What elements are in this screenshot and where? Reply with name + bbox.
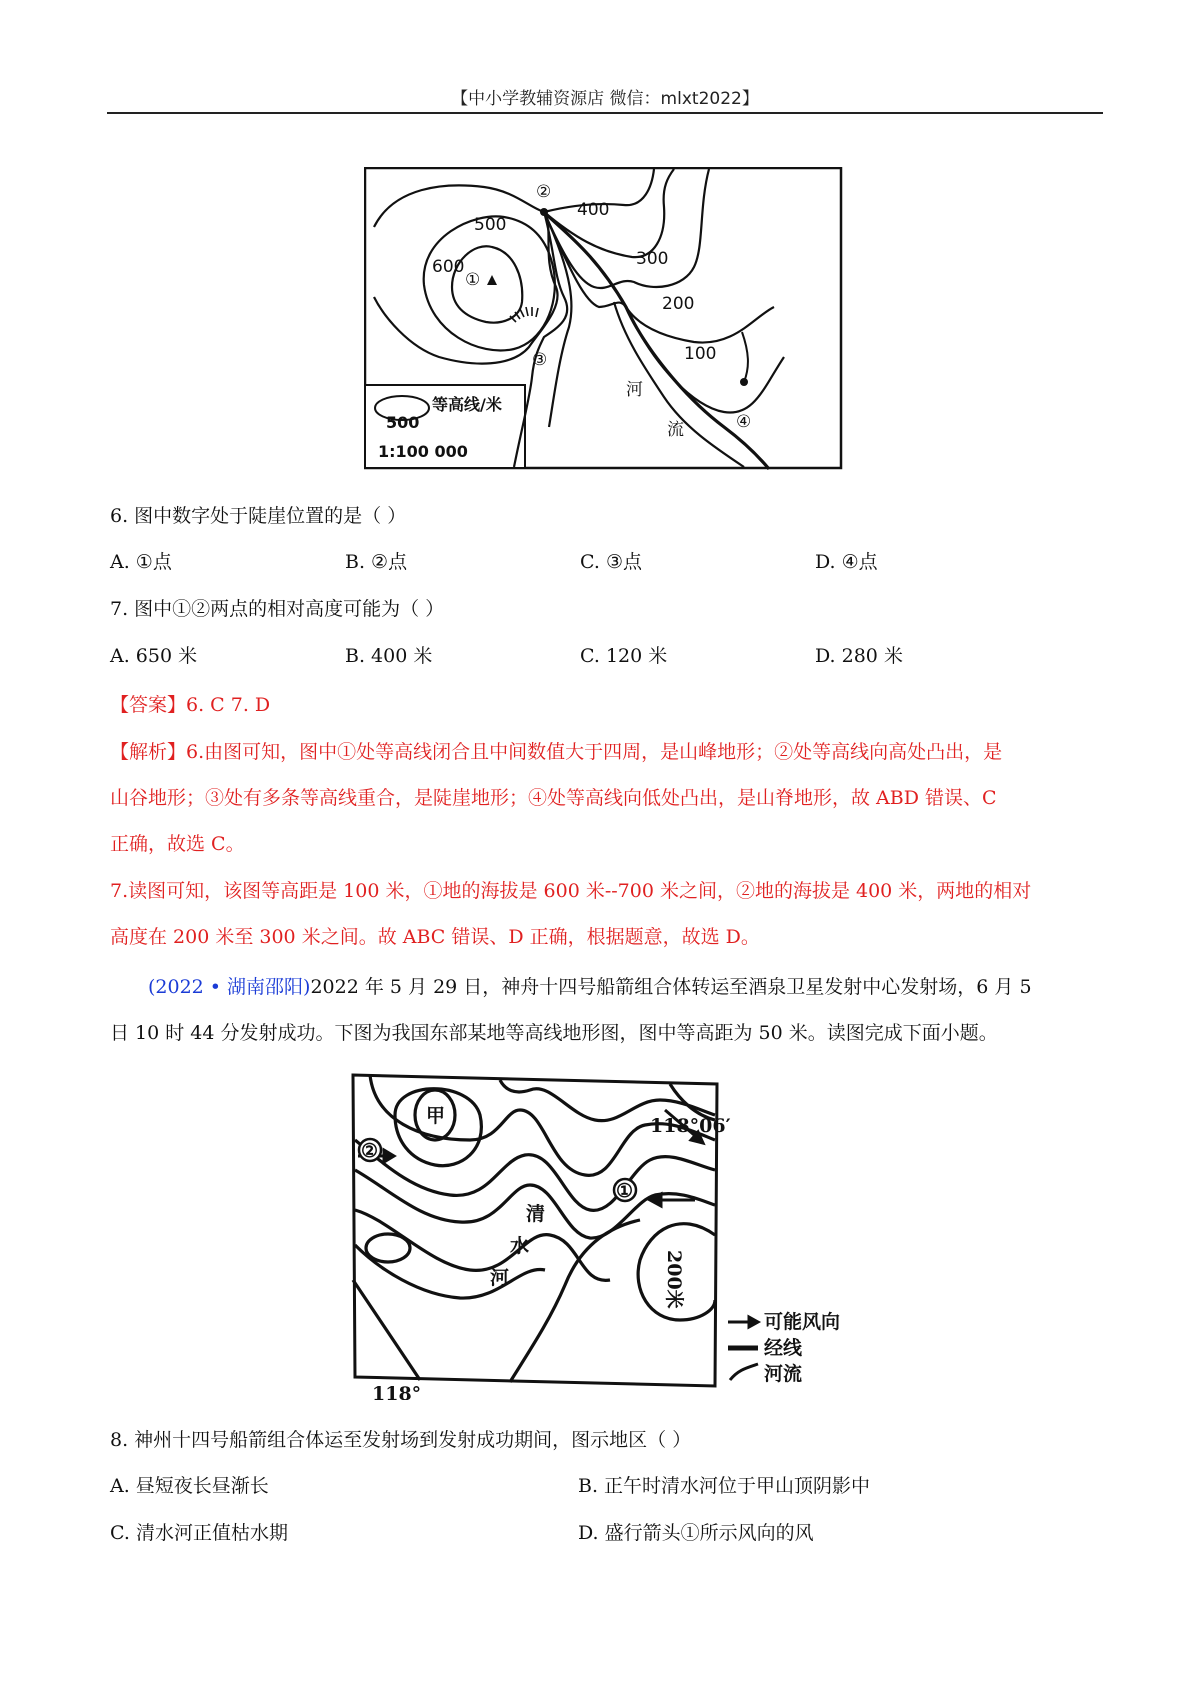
contour-label-200: 200 [662, 294, 695, 314]
analysis-line-5: 高度在 200 米至 300 米之间。故 ABC 错误、D 正确，根据题意，故选 D。 [110, 926, 760, 948]
legend-contour-text: 等高线/米 [432, 395, 502, 414]
contour-label-400: 400 [577, 200, 610, 220]
q8-option-a: A. 昼短夜长昼渐长 [110, 1475, 269, 1497]
page-header: 【中小学教辅资源店 微信：mlxt2022】 [451, 89, 759, 109]
contour-label-500: 500 [474, 215, 507, 235]
contour-map-1 [364, 167, 844, 471]
meridian-bottom-label: 118° [372, 1383, 422, 1400]
q6-option-d: D. ④点 [815, 551, 878, 573]
contour-label-300: 300 [636, 249, 669, 269]
answer-line: 【答案】6. C 7. D [110, 694, 271, 716]
river-char-2: 流 [667, 420, 684, 440]
contour-label-100: 100 [684, 344, 717, 364]
legend-sample-label: 500 [386, 413, 420, 432]
point-1: ① [465, 270, 481, 290]
header-rule [107, 112, 1103, 114]
intro-text-1: 2022 年 5 月 29 日，神舟十四号船箭组合体转运至酒泉卫星发射中心发射场，6 月 5 [310, 976, 1032, 998]
river-char-qing: 清 [526, 1203, 546, 1225]
q6-option-c: C. ③点 [580, 551, 642, 573]
q6-option-b: B. ②点 [345, 551, 408, 573]
q7-option-c: C. 120 米 [580, 645, 668, 667]
legend-meridian: 经线 [764, 1337, 803, 1359]
intro-source: (2022 • 湖南邵阳) [148, 976, 311, 998]
contour-map-2 [350, 1070, 860, 1400]
legend-wind: 可能风向 [764, 1311, 841, 1333]
analysis-line-2: 山谷地形；③处有多条等高线重合，是陡崖地形；④处等高线向低处凸出，是山脊地形，故 ABD 错误、C [110, 787, 997, 809]
q7-option-b: B. 400 米 [345, 645, 433, 667]
river-char-1: 河 [626, 380, 643, 400]
peak-jia: 甲 [426, 1105, 446, 1127]
contour-label-200m: 200米 [663, 1250, 685, 1309]
q8-option-b: B. 正午时清水河位于甲山顶阴影中 [578, 1475, 871, 1497]
river-char-shui: 水 [510, 1235, 530, 1257]
q7-stem: 7. 图中①②两点的相对高度可能为（ ） [110, 598, 445, 620]
q7-option-d: D. 280 米 [815, 645, 903, 667]
q7-option-a: A. 650 米 [110, 645, 198, 667]
arrow-1-label: ① [616, 1180, 634, 1202]
map-scale: 1:100 000 [378, 442, 468, 461]
meridian-top-label: 118°06′ [650, 1115, 731, 1137]
q8-option-d: D. 盛行箭头①所示风向的风 [578, 1522, 814, 1544]
analysis-line-4: 7.读图可知，该图等高距是 100 米，①地的海拔是 600 米--700 米之间，②地的海拔是 400 米，两地的相对 [110, 880, 1032, 902]
q6-stem: 6. 图中数字处于陡崖位置的是（ ） [110, 505, 407, 527]
legend-river: 河流 [764, 1363, 803, 1385]
point-3: ③ [532, 350, 548, 370]
arrow-2-label: ② [361, 1140, 379, 1162]
q8-stem: 8. 神州十四号船箭组合体运至发射场到发射成功期间，图示地区（ ） [110, 1429, 692, 1451]
contour-label-600: 600 [432, 257, 465, 277]
intro-line-2: 日 10 时 44 分发射成功。下图为我国东部某地等高线地形图，图中等高距为 50 米。读图完成下面小题。 [110, 1022, 998, 1044]
point-2: ② [536, 182, 552, 202]
q6-option-a: A. ①点 [110, 551, 172, 573]
analysis-line-1: 【解析】6.由图可知，图中①处等高线闭合且中间数值大于四周，是山峰地形；②处等高线向高处凸出，是 [110, 741, 1003, 763]
intro-line-1 [148, 972, 1032, 1002]
analysis-line-3: 正确，故选 C。 [110, 833, 245, 855]
q8-option-c: C. 清水河正值枯水期 [110, 1522, 288, 1544]
river-char-he: 河 [490, 1267, 510, 1289]
point-4: ④ [736, 412, 752, 432]
